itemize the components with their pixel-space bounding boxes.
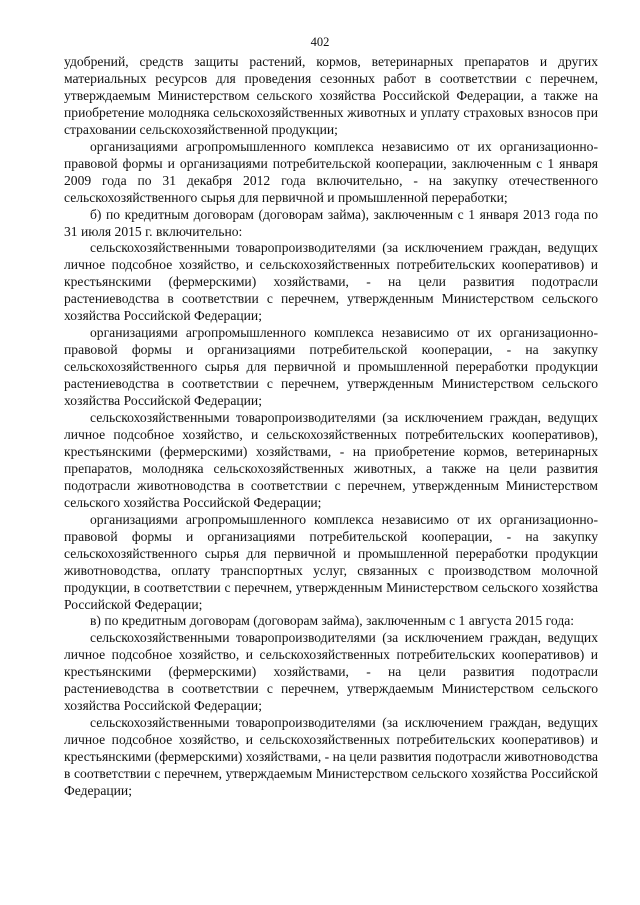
paragraph: организациями агропромышленного комплекса независимо от их организационно-правовой формы и организациями потребительской кооперации, заключенным с 1 января 2009 года по 31 декабря 2012 года включительно, - на закупку отечественного сельскохозяйственного сырья для первичной и промышленной переработки; (64, 138, 598, 205)
paragraph: сельскохозяйственными товаропроизводителями (за исключением граждан, ведущих личное подсобное хозяйство, и сельскохозяйственных потребительских кооперативов) и крестьянскими (фермерскими) хозяйствами, - на цели развития подотрасли растениеводства в соответствии с перечнем, утвержденным Министерством сельского хозяйства Российской Федерации; (64, 240, 598, 324)
paragraph: организациями агропромышленного комплекса независимо от их организационно-правовой формы и организациями потребительской кооперации, - на закупку сельскохозяйственного сырья для первичной и промышленной переработки продукции растениеводства в соответствии с перечнем, утвержденным Министерством сельского хозяйства Российской Федерации; (64, 325, 598, 409)
document-body (64, 54, 598, 800)
paragraph: в) по кредитным договорам (договорам займа), заключенным с 1 августа 2015 года: (90, 613, 575, 629)
paragraph: сельскохозяйственными товаропроизводителями (за исключением граждан, ведущих личное подсобное хозяйство, и сельскохозяйственных потребительских кооперативов), крестьянскими (фермерскими) хозяйствами, - на приобретение кормов, ветеринарных препаратов, молодняка сельскохозяйственных животных, а также на цели развития подотрасли животноводства в соответствии с перечнем, утвержденным Министерством сельского хозяйства Российской Федерации; (64, 410, 598, 510)
paragraph: сельскохозяйственными товаропроизводителями (за исключением граждан, ведущих личное подсобное хозяйство, и сельскохозяйственных потребительских кооперативов) и крестьянскими (фермерскими) хозяйствами, - на цели развития подотрасли животноводства в соответствии с перечнем, утверждаемым Министерством сельского хозяйства Российской Федерации; (64, 715, 598, 798)
paragraph: удобрений, средств защиты растений, кормов, ветеринарных препаратов и других материальных ресурсов для проведения сезонных работ в соответствии с перечнем, утверждаемым Министерством сельского хозяйства Российской Федерации, а также на приобретение молодняка сельскохозяйственных животных и уплату страховых взносов при страховании сельскохозяйственной продукции; (64, 54, 598, 137)
page-number: 402 (310, 35, 330, 49)
paragraph: сельскохозяйственными товаропроизводителями (за исключением граждан, ведущих личное подсобное хозяйство, и сельскохозяйственных потребительских кооперативов) и крестьянскими (фермерскими) хозяйствами, - на цели развития подотрасли растениеводства в соответствии с перечнем, утверждаемым Министерством сельского хозяйства Российской Федерации; (64, 630, 598, 714)
paragraph: организациями агропромышленного комплекса независимо от их организационно-правовой формы и организациями потребительской кооперации, - на закупку сельскохозяйственного сырья для первичной и промышленной переработки продукции животноводства, оплату транспортных услуг, связанных с производством молочной продукции, в соответствии с перечнем, утвержденным Министерством сельского хозяйства Российской Федерации; (64, 511, 598, 612)
paragraph: б) по кредитным договорам (договорам займа), заключенным с 1 января 2013 года по 31 июля 2015 г. включительно: (64, 206, 598, 239)
